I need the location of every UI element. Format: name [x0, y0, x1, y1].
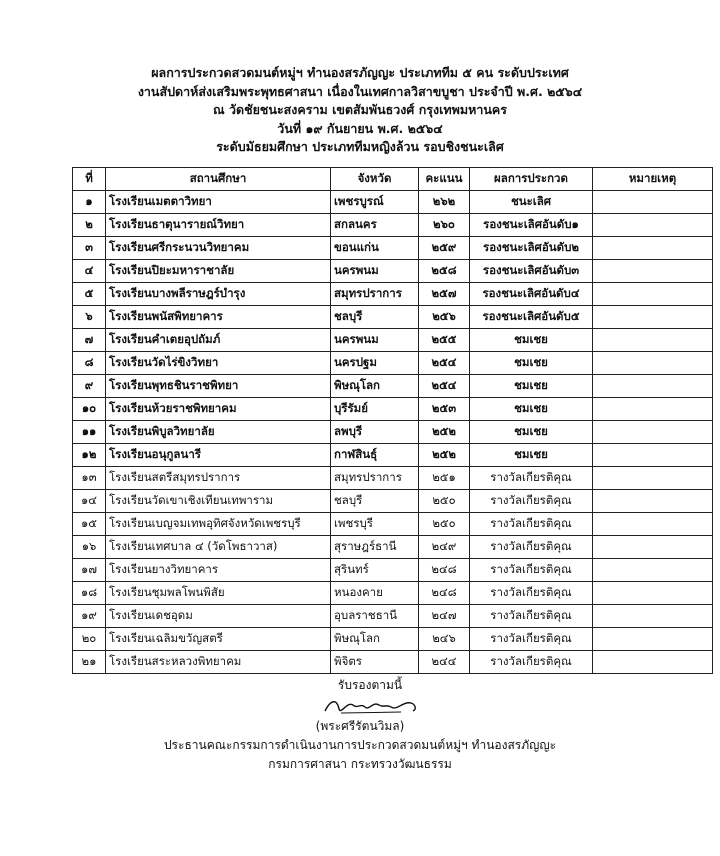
cell-result: รางวัลเกียรติคุณ [470, 536, 593, 559]
cell-note [593, 582, 713, 605]
cell-school: โรงเรียนชุมพลโพนพิสัย [106, 582, 331, 605]
cell-result: รางวัลเกียรติคุณ [470, 467, 593, 490]
cell-result: รองชนะเลิศอันดับ๔ [470, 283, 593, 306]
cell-note [593, 398, 713, 421]
title-line-1: ผลการประกวดสวดมนต์หมู่ฯ ทำนองสรภัญญะ ประเภททีม ๕ คน ระดับประเทศ [151, 65, 569, 80]
cell-no: ๑๕ [73, 513, 106, 536]
cell-school: โรงเรียนปิยะมหาราชาลัย [106, 260, 331, 283]
cell-result: รางวัลเกียรติคุณ [470, 582, 593, 605]
cell-note [593, 444, 713, 467]
table-row [73, 352, 713, 375]
table-row [73, 513, 713, 536]
cell-school: โรงเรียนศรีกระนวนวิทยาคม [106, 237, 331, 260]
cell-school: โรงเรียนพิบูลวิทยาลัย [106, 421, 331, 444]
cell-no: ๑๐ [73, 398, 106, 421]
table-row [73, 559, 713, 582]
cell-school: โรงเรียนธาตุนารายณ์วิทยา [106, 214, 331, 237]
cell-result: รางวัลเกียรติคุณ [470, 490, 593, 513]
cell-province: สุรินทร์ [331, 559, 419, 582]
cell-no: ๑๔ [73, 490, 106, 513]
cell-school: โรงเรียนพุทธชินราชพิทยา [106, 375, 331, 398]
document-footer [0, 676, 720, 774]
cell-province: สกลนคร [331, 214, 419, 237]
title-line-4: วันที่ ๑๙ กันยายน พ.ศ. ๒๕๖๔ [277, 120, 443, 136]
cell-result: ชมเชย [470, 375, 593, 398]
cell-school: โรงเรียนสตรีสมุทรปราการ [106, 467, 331, 490]
cell-no: ๑๘ [73, 582, 106, 605]
cell-school: โรงเรียนห้วยราชพิทยาคม [106, 398, 331, 421]
signer-department: กรมการศาสนา กระทรวงวัฒนธรรม [268, 757, 452, 771]
table-row [73, 375, 713, 398]
cell-province: ชลบุรี [331, 490, 419, 513]
cell-note [593, 375, 713, 398]
cell-note [593, 490, 713, 513]
cell-province: นครพนม [331, 329, 419, 352]
cell-score: ๒๔๙ [419, 536, 470, 559]
cell-province: บุรีรัมย์ [331, 398, 419, 421]
cell-province: เพชรบูรณ์ [331, 191, 419, 214]
cell-province: นครปฐม [331, 352, 419, 375]
cell-score: ๒๖๒ [419, 191, 470, 214]
table-row [73, 306, 713, 329]
cell-school: โรงเรียนเมตตาวิทยา [106, 191, 331, 214]
cell-score: ๒๕๔ [419, 375, 470, 398]
cell-result: ชมเชย [470, 352, 593, 375]
cell-note [593, 214, 713, 237]
cell-province: เพชรบุรี [331, 513, 419, 536]
cell-score: ๒๕๕ [419, 329, 470, 352]
cell-no: ๙ [73, 375, 106, 398]
cell-result: ชมเชย [470, 444, 593, 467]
cell-no: ๒๑ [73, 651, 106, 674]
cell-school: โรงเรียนยางวิทยาคาร [106, 559, 331, 582]
cell-no: ๑๙ [73, 605, 106, 628]
cell-province: สมุทรปราการ [331, 467, 419, 490]
cell-no: ๘ [73, 352, 106, 375]
cell-result: ชมเชย [470, 329, 593, 352]
table-row [73, 421, 713, 444]
cell-school: โรงเรียนเบญจมเทพอุทิศจังหวัดเพชรบุรี [106, 513, 331, 536]
cell-score: ๒๕๑ [419, 467, 470, 490]
table-row [73, 237, 713, 260]
cell-province: ชลบุรี [331, 306, 419, 329]
results-table [72, 167, 713, 674]
cell-note [593, 513, 713, 536]
table-row [73, 398, 713, 421]
cell-result: รองชนะเลิศอันดับ๑ [470, 214, 593, 237]
cell-province: นครพนม [331, 260, 419, 283]
cell-province: อุบลราชธานี [331, 605, 419, 628]
table-row [73, 651, 713, 674]
results-table-body [73, 191, 713, 674]
results-table-header [73, 168, 713, 191]
cell-note [593, 651, 713, 674]
cell-note [593, 467, 713, 490]
cell-result: รางวัลเกียรติคุณ [470, 651, 593, 674]
cell-score: ๒๔๔ [419, 651, 470, 674]
cell-no: ๑๑ [73, 421, 106, 444]
title-line-2: งานสัปดาห์ส่งเสริมพระพุทธศาสนา เนื่องในเทศกาลวิสาขบูชา ประจำปี พ.ศ. ๒๕๖๔ [137, 83, 583, 99]
cell-result: ชมเชย [470, 398, 593, 421]
cell-no: ๒๐ [73, 628, 106, 651]
cell-school: โรงเรียนสระหลวงพิทยาคม [106, 651, 331, 674]
table-row [73, 283, 713, 306]
cell-province: พิจิตร [331, 651, 419, 674]
cell-province: กาฬสินธุ์ [331, 444, 419, 467]
cell-note [593, 421, 713, 444]
cell-score: ๒๕๒ [419, 444, 470, 467]
table-row [73, 628, 713, 651]
cell-no: ๗ [73, 329, 106, 352]
cell-no: ๑๓ [73, 467, 106, 490]
cell-score: ๒๕๔ [419, 352, 470, 375]
table-row [73, 260, 713, 283]
cell-result: รางวัลเกียรติคุณ [470, 605, 593, 628]
signature-image [22, 695, 720, 717]
cell-school: โรงเรียนวัดไร่ขิงวิทยา [106, 352, 331, 375]
cell-school: โรงเรียนอนุกูลนารี [106, 444, 331, 467]
cell-score: ๒๕๓ [419, 398, 470, 421]
cell-no: ๓ [73, 237, 106, 260]
cell-province: สุราษฎร์ธานี [331, 536, 419, 559]
cell-note [593, 352, 713, 375]
document-header [0, 64, 720, 157]
cell-note [593, 283, 713, 306]
table-row [73, 490, 713, 513]
cell-note [593, 559, 713, 582]
cell-no: ๒ [73, 214, 106, 237]
cell-province: ขอนแก่น [331, 237, 419, 260]
table-row [73, 329, 713, 352]
cell-score: ๒๖๐ [419, 214, 470, 237]
cell-note [593, 329, 713, 352]
cell-score: ๒๕๐ [419, 513, 470, 536]
cell-score: ๒๔๗ [419, 605, 470, 628]
table-row [73, 444, 713, 467]
cell-result: รางวัลเกียรติคุณ [470, 559, 593, 582]
cell-result: ชนะเลิศ [470, 191, 593, 214]
cell-score: ๒๔๖ [419, 628, 470, 651]
cell-result: รองชนะเลิศอันดับ๕ [470, 306, 593, 329]
cell-province: ลพบุรี [331, 421, 419, 444]
signer-name: (พระศรีรัตนวิมล) [315, 719, 405, 733]
table-row [73, 214, 713, 237]
table-row [73, 536, 713, 559]
cell-note [593, 191, 713, 214]
cell-province: สมุทรปราการ [331, 283, 419, 306]
column-header-province: จังหวัด [331, 168, 419, 191]
cell-no: ๖ [73, 306, 106, 329]
column-header-note: หมายเหตุ [593, 168, 713, 191]
cell-score: ๒๕๙ [419, 237, 470, 260]
cell-no: ๑ [73, 191, 106, 214]
certify-text: รับรองตามนี้ [337, 678, 403, 692]
column-header-score: คะแนน [419, 168, 470, 191]
column-header-no: ที่ [73, 168, 106, 191]
signer-position: ประธานคณะกรรมการดำเนินงานการประกวดสวดมนต์หมู่ฯ ทำนองสรภัญญะ [163, 738, 557, 752]
cell-school: โรงเรียนเฉลิมขวัญสตรี [106, 628, 331, 651]
cell-result: รางวัลเกียรติคุณ [470, 628, 593, 651]
cell-note [593, 605, 713, 628]
title-line-5: ระดับมัธยมศึกษา ประเภททีมหญิงล้วน รอบชิงชนะเลิศ [216, 139, 504, 154]
cell-no: ๑๗ [73, 559, 106, 582]
cell-result: รางวัลเกียรติคุณ [470, 513, 593, 536]
cell-province: พิษณุโลก [331, 628, 419, 651]
table-row [73, 582, 713, 605]
cell-no: ๕ [73, 283, 106, 306]
cell-school: โรงเรียนคำเตยอุปถัมภ์ [106, 329, 331, 352]
cell-score: ๒๕๐ [419, 490, 470, 513]
column-header-result: ผลการประกวด [470, 168, 593, 191]
title-line-3: ณ วัดชัยชนะสงคราม เขตสัมพันธวงศ์ กรุงเทพมหานคร [213, 102, 507, 117]
cell-score: ๒๔๘ [419, 559, 470, 582]
cell-score: ๒๕๒ [419, 421, 470, 444]
column-header-school: สถานศึกษา [106, 168, 331, 191]
cell-note [593, 628, 713, 651]
cell-no: ๔ [73, 260, 106, 283]
cell-score: ๒๔๘ [419, 582, 470, 605]
table-row [73, 605, 713, 628]
cell-note [593, 306, 713, 329]
table-row [73, 191, 713, 214]
cell-note [593, 260, 713, 283]
cell-note [593, 237, 713, 260]
table-row [73, 467, 713, 490]
cell-school: โรงเรียนพนัสพิทยาคาร [106, 306, 331, 329]
cell-school: โรงเรียนบางพลีราษฎร์บำรุง [106, 283, 331, 306]
cell-result: รองชนะเลิศอันดับ๓ [470, 260, 593, 283]
cell-score: ๒๕๘ [419, 260, 470, 283]
cell-result: รองชนะเลิศอันดับ๒ [470, 237, 593, 260]
cell-school: โรงเรียนเทศบาล ๔ (วัดโพธาวาส) [106, 536, 331, 559]
cell-school: โรงเรียนวัดเขาเชิงเทียนเทพาราม [106, 490, 331, 513]
cell-school: โรงเรียนเดชอุดม [106, 605, 331, 628]
cell-province: หนองคาย [331, 582, 419, 605]
cell-score: ๒๕๗ [419, 283, 470, 306]
cell-score: ๒๕๖ [419, 306, 470, 329]
cell-note [593, 536, 713, 559]
cell-result: ชมเชย [470, 421, 593, 444]
cell-no: ๑๖ [73, 536, 106, 559]
cell-province: พิษณุโลก [331, 375, 419, 398]
cell-no: ๑๒ [73, 444, 106, 467]
